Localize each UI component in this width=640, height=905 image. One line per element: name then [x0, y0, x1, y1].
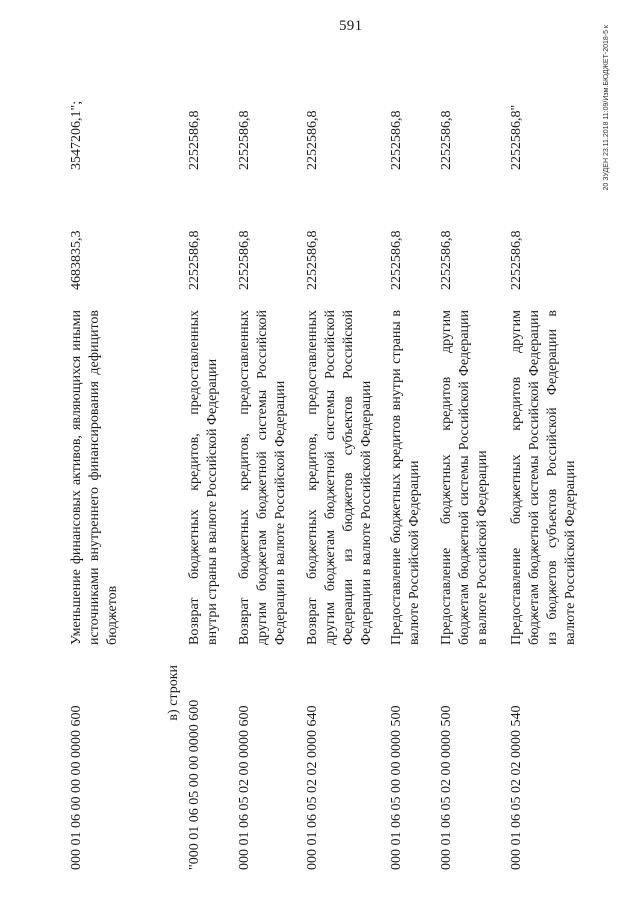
- row-description: Предоставление бюджетных кредитов другим бюджетам бюджетной системы Российской Федерации в валюте Российской Федерации: [439, 310, 490, 645]
- sub-heading: в) строки: [166, 665, 181, 721]
- row-code: 000 01 06 05 02 00 0000 600: [237, 705, 252, 870]
- row-code: 000 01 06 05 02 02 0000 640: [305, 705, 320, 870]
- row-code: 000 01 06 05 02 02 0000 540: [509, 705, 524, 870]
- row-description: Предоставление бюджетных кредитов внутри страны в валюте Российской Федерации: [389, 310, 422, 645]
- page-number: 591: [339, 18, 363, 34]
- row-code: 000 01 06 00 00 00 0000 600: [69, 705, 84, 870]
- row-value-1: 2252586,8: [237, 230, 252, 290]
- rotated-table: [0, 25, 640, 870]
- row-description: Предоставление бюджетных кредитов другим бюджетам бюджетной системы Российской Федерации из бюджетов субъектов Российской Федерации в валюте Российской Федерации: [509, 310, 578, 645]
- row-value-1: 2252586,8: [389, 230, 404, 290]
- row-value-2: 2252586,8: [439, 110, 454, 170]
- row-value-2: 2252586,8: [187, 110, 202, 170]
- row-code: "000 01 06 05 00 00 0000 600: [187, 699, 202, 870]
- row-code: 000 01 06 05 00 00 0000 500: [389, 705, 404, 870]
- row-description: Возврат бюджетных кредитов, предоставленных другим бюджетам бюджетной системы Российской Федерации из бюджетов субъектов Российской Федерации в валюте Российской Федерации: [305, 310, 374, 645]
- table-row: [508, 25, 578, 870]
- row-value-2: 2252586,8: [305, 110, 320, 170]
- row-value-1: 2252586,8: [509, 230, 524, 290]
- row-value-2: 2252586,8: [237, 110, 252, 170]
- table-row: [68, 25, 128, 870]
- row-value-2: 2252586,8": [509, 104, 524, 170]
- row-value-1: 2252586,8: [187, 230, 202, 290]
- row-value-1: 2252586,8: [439, 230, 454, 290]
- row-value-2: 2252586,8: [389, 110, 404, 170]
- row-description: Уменьшение финансовых активов, являющихся иными источниками внутреннего финансирования дефицитов бюджетов: [69, 310, 120, 645]
- row-description: Возврат бюджетных кредитов, предоставленных внутри страны в валюте Российской Федерации: [187, 310, 220, 645]
- table-row: [236, 25, 296, 870]
- row-code: 000 01 06 05 02 00 0000 500: [439, 705, 454, 870]
- footer-stamp: 20 ЗУДЕН 23.11.2018 11:09/Изм.БЮДЖЕТ-2018-5 к: [603, 25, 610, 191]
- row-value-1: 4683835,3: [69, 230, 84, 290]
- table-row: [438, 25, 498, 870]
- row-description: Возврат бюджетных кредитов, предоставленных другим бюджетам бюджетной системы Российской Федерации в валюте Российской Федерации: [237, 310, 288, 645]
- row-value-1: 2252586,8: [305, 230, 320, 290]
- table-row: [304, 25, 374, 870]
- row-value-2: 3547206,1";: [69, 100, 84, 170]
